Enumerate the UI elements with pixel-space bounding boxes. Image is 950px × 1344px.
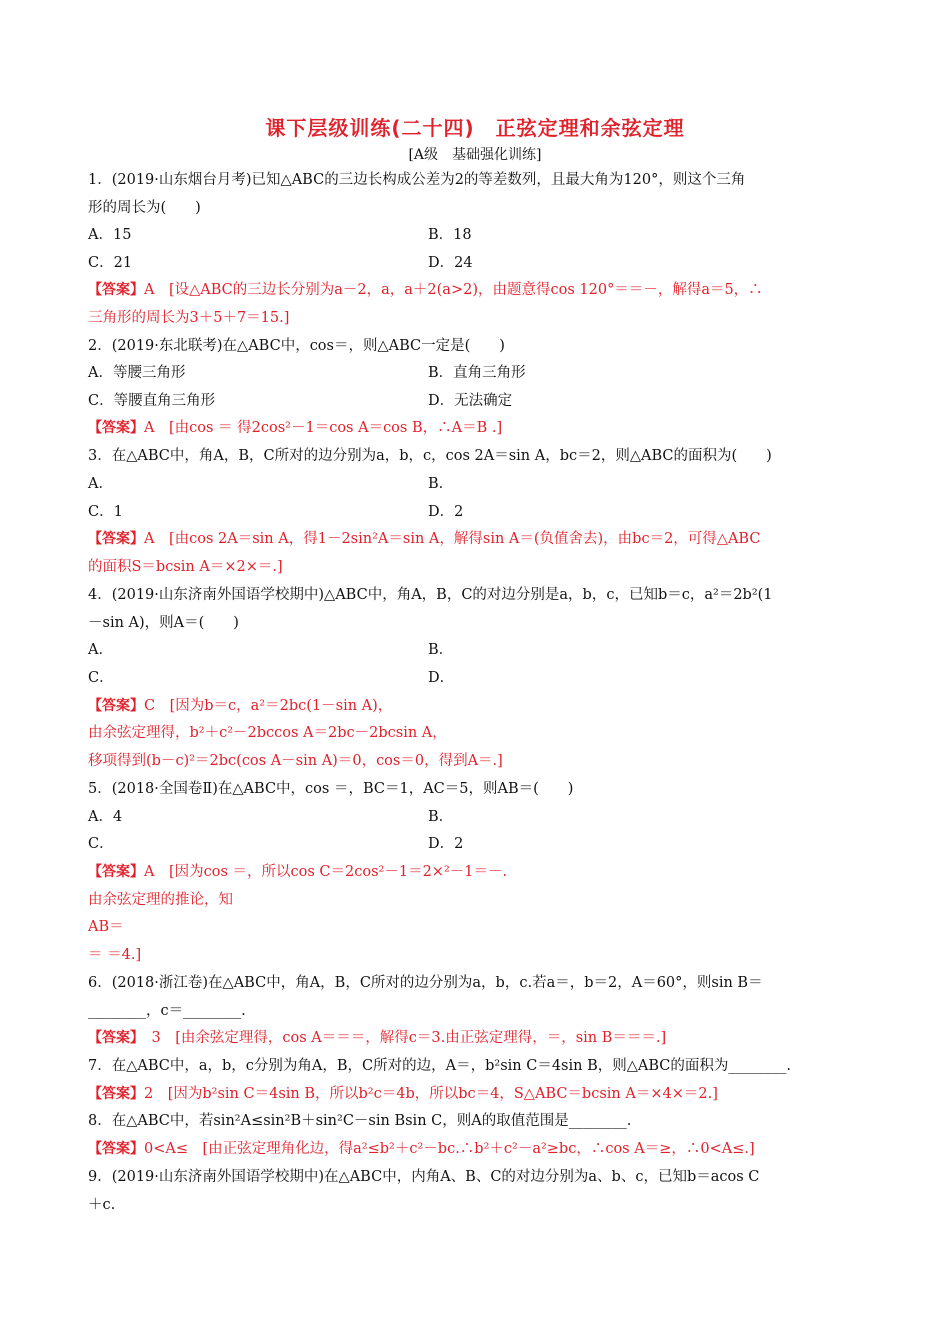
question-line: B． — [428, 476, 454, 492]
answer-line: 的面积S＝bcsin A＝×2×＝.] — [88, 559, 283, 575]
question-line: B．18 — [428, 227, 472, 243]
question-line: C． — [88, 836, 114, 852]
question-line: D．2 — [428, 504, 464, 520]
question-line: B． — [428, 809, 454, 825]
question-line: A． — [88, 642, 113, 658]
question-line: 2．(2019·东北联考)在△ABC中，cos＝，则△ABC一定是( ) — [88, 338, 505, 354]
answer-tag: 【答案】 — [88, 531, 144, 547]
page-title: 课下层级训练(二十四) 正弦定理和余弦定理 — [265, 116, 685, 140]
question-line: B． — [428, 642, 454, 658]
answer-line: 由余弦定理的推论，知 — [88, 892, 233, 908]
question-line: D．无法确定 — [428, 393, 513, 409]
answer-line: 【答案】 3 [由余弦定理得，cos A＝＝＝，解得c＝3.由正弦定理得，＝，sin B＝＝＝.] — [88, 1030, 667, 1046]
section-subtitle: [A级 基础强化训练] — [408, 147, 542, 163]
question-line: A． — [88, 476, 113, 492]
answer-line: 【答案】0<A≤ [由正弦定理角化边，得a²≤b²＋c²－bc.∴b²＋c²－a²≥bc，∴cos A＝≥，∴0<A≤.] — [88, 1141, 755, 1157]
answer-tag: 【答案】 — [88, 698, 144, 714]
answer-tag: 【答案】 — [88, 864, 144, 880]
question-line: C．等腰直角三角形 — [88, 393, 216, 409]
answer-line: AB＝ — [88, 919, 124, 935]
question-line: 3．在△ABC中，角A，B，C所对的边分别为a，b，c，cos 2A＝sin A，bc＝2，则△ABC的面积为( ) — [88, 448, 772, 464]
question-line: A．等腰三角形 — [88, 365, 186, 381]
question-line: C． — [88, 670, 114, 686]
question-line: 6．(2018·浙江卷)在△ABC中，角A，B，C所对的边分别为a，b，c.若a＝，b＝2，A＝60°，则sin B＝ — [88, 975, 763, 991]
answer-line: ＝ ＝4.] — [88, 947, 142, 963]
question-line: ＋c. — [88, 1197, 116, 1213]
answer-tag: 【答案】 — [88, 1141, 144, 1157]
question-line: A．15 — [88, 227, 132, 243]
question-line: D．2 — [428, 836, 464, 852]
question-line: 9．(2019·山东济南外国语学校期中)在△ABC中，内角A、B、C的对边分别为a、b、c，已知b＝acos C — [88, 1169, 760, 1185]
question-line: C．1 — [88, 504, 123, 520]
question-line: D． — [428, 670, 455, 686]
question-line: 4．(2019·山东济南外国语学校期中)△ABC中，角A，B，C的对边分别是a，b，c，已知b＝c，a²＝2b²(1 — [88, 587, 773, 603]
answer-line: 【答案】C [因为b＝c，a²＝2bc(1－sin A)， — [88, 698, 393, 714]
answer-line: 由余弦定理得，b²＋c²－2bccos A＝2bc－2bcsin A， — [88, 725, 447, 741]
question-line: D．24 — [428, 255, 473, 271]
question-line: C．21 — [88, 255, 133, 271]
question-line: 8．在△ABC中，若sin²A≤sin²B＋sin²C－sin Bsin C，则A的取值范围是________. — [88, 1113, 632, 1129]
question-line: B．直角三角形 — [428, 365, 526, 381]
answer-line: 移项得到(b－c)²＝2bc(cos A－sin A)＝0，cos＝0，得到A＝.] — [88, 753, 503, 769]
question-line: 5．(2018·全国卷Ⅱ)在△ABC中，cos ＝，BC＝1，AC＝5，则AB＝( ) — [88, 781, 574, 797]
answer-line: 【答案】2 [因为b²sin C＝4sin B，所以b²c＝4b，所以bc＝4，S△ABC＝bcsin A＝×4×＝2.] — [88, 1086, 718, 1102]
answer-tag: 【答案】 — [88, 282, 144, 298]
question-line: 1．(2019·山东烟台月考)已知△ABC的三边长构成公差为2的等差数列，且最大角为120°，则这个三角 — [88, 172, 746, 188]
answer-line: 【答案】A [由cos ＝ 得2cos²－1＝cos A＝cos B，∴A＝B .] — [88, 420, 503, 436]
answer-tag: 【答案】 — [88, 1030, 137, 1046]
answer-line: 【答案】A [设△ABC的三边长分别为a－2，a，a＋2(a>2)，由题意得cos 120°＝＝－，解得a＝5，∴ — [88, 282, 763, 298]
answer-line: 三角形的周长为3＋5＋7＝15.] — [88, 310, 290, 326]
answer-tag: 【答案】 — [88, 1086, 144, 1102]
answer-tag: 【答案】 — [88, 420, 144, 436]
answer-line: 【答案】A [因为cos ＝，所以cos C＝2cos²－1＝2×²－1＝－. — [88, 864, 508, 880]
question-line: －sin A)，则A＝( ) — [88, 615, 239, 631]
question-line: ________，c＝________. — [88, 1003, 246, 1019]
question-line: A．4 — [88, 809, 123, 825]
question-line: 形的周长为( ) — [88, 200, 201, 216]
answer-line: 【答案】A [由cos 2A＝sin A，得1－2sin²A＝sin A，解得sin A＝(负值舍去)，由bc＝2，可得△ABC — [88, 531, 761, 547]
question-line: 7．在△ABC中，a，b，c分别为角A，B，C所对的边，A＝，b²sin C＝4sin B，则△ABC的面积为________. — [88, 1058, 791, 1074]
